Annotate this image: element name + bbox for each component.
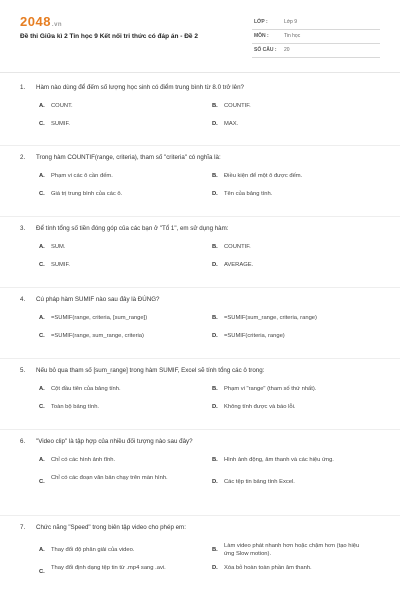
option-text: Chỉ có các hình ảnh tĩnh.	[51, 457, 116, 463]
question-text	[20, 153, 380, 162]
option-letter: B.	[212, 103, 218, 109]
option-letter: B.	[212, 173, 218, 179]
option-letter: D.	[212, 121, 218, 127]
option-letter: B.	[212, 547, 218, 553]
option-text: Tên của bảng tính.	[224, 191, 273, 197]
option-letter: C.	[39, 121, 45, 127]
option-text: =SUMIF(range, criteria, [sum_range])	[51, 315, 148, 321]
meta-value: Lớp 9	[284, 19, 298, 25]
question-list	[0, 83, 400, 575]
question-stem: Cú pháp hàm SUMIF nào sau đây là ĐÚNG?	[36, 296, 160, 303]
option-text: =SUMIF(range, sum_range, criteria)	[51, 333, 144, 339]
question-number: 1.	[20, 84, 26, 91]
question-divider	[0, 145, 400, 146]
option-letter: A.	[39, 547, 45, 553]
option-letter: C.	[39, 569, 45, 575]
option-text: Toàn bộ bảng tính.	[51, 404, 100, 410]
option-text: =SUMIF(sum_range, criteria, range)	[224, 315, 317, 321]
options	[39, 456, 380, 496]
option-letter: B.	[212, 386, 218, 392]
option-row	[39, 314, 380, 332]
option-text: Phạm vi "range" (tham số thứ nhất).	[224, 386, 317, 392]
option-text: Hình ảnh động, âm thanh và các hiệu ứng.	[224, 457, 334, 463]
option-letter: C.	[39, 191, 45, 197]
question-stem: "Video clip" là tập hợp của nhiều đối tượng nào sau đây?	[36, 438, 193, 445]
option-letter: C.	[39, 404, 45, 410]
option-row	[39, 243, 380, 261]
logo-suffix: .vn	[51, 22, 63, 28]
question-number: 3.	[20, 225, 26, 232]
option-letter: D.	[212, 479, 218, 485]
options	[39, 385, 380, 421]
option-letter: A.	[39, 244, 45, 250]
question-stem: Để tính tổng số tiền đóng góp của các bạn ở "Tổ 1", em sử dụng hàm:	[36, 225, 229, 232]
option-letter: A.	[39, 315, 45, 321]
question-number: 2.	[20, 154, 26, 161]
question-stem: Nếu bỏ qua tham số [sum_range] trong hàm SUMIF, Excel sẽ tính tổng các ô trong:	[36, 367, 265, 374]
meta-row-grade	[252, 16, 380, 30]
option-text: Thay đổi độ phân giải của video.	[51, 547, 135, 553]
question-3	[20, 224, 380, 284]
question-divider	[0, 358, 400, 359]
question-1	[20, 83, 380, 143]
options	[39, 243, 380, 279]
question-text	[20, 295, 380, 304]
option-text: Không tính được và báo lỗi.	[224, 404, 296, 410]
option-row	[39, 403, 380, 421]
option-text: MAX.	[224, 121, 239, 127]
option-row	[39, 542, 380, 564]
option-row	[39, 385, 380, 403]
question-stem: Chức năng "Speed" trong biên tập video cho phép em:	[36, 524, 186, 531]
option-letter: A.	[39, 457, 45, 463]
meta-row-subject	[252, 30, 380, 44]
option-text: COUNT.	[51, 103, 73, 109]
meta-table	[252, 16, 380, 58]
option-text: Xóa bỏ hoàn toàn phần âm thanh.	[224, 565, 312, 571]
option-row	[39, 261, 380, 279]
option-letter: D.	[212, 333, 218, 339]
question-divider	[0, 287, 400, 288]
option-letter: D.	[212, 262, 218, 268]
question-text	[20, 523, 380, 532]
meta-value: 20	[284, 47, 290, 53]
question-stem: Trong hàm COUNTIF(range, criteria), tham số "criteria" có nghĩa là:	[36, 154, 221, 161]
question-6	[20, 437, 380, 511]
option-text: Giá trị trung bình của các ô.	[51, 191, 123, 197]
question-number: 6.	[20, 438, 26, 445]
meta-key: SỐ CÂU :	[254, 47, 277, 53]
option-text: Các tệp tin bảng tính Excel.	[224, 479, 295, 485]
options	[39, 102, 380, 138]
option-text: SUMIF.	[51, 121, 71, 127]
question-stem: Hàm nào dùng để đếm số lượng học sinh có điểm trung bình từ 8.0 trở lên?	[36, 84, 244, 91]
option-letter: C.	[39, 333, 45, 339]
question-5	[20, 366, 380, 426]
question-2	[20, 153, 380, 213]
option-letter: B.	[212, 244, 218, 250]
question-divider	[0, 515, 400, 516]
option-letter: D.	[212, 191, 218, 197]
header	[0, 0, 400, 70]
question-divider	[0, 216, 400, 217]
meta-key: MÔN :	[254, 33, 269, 39]
question-number: 5.	[20, 367, 26, 374]
option-letter: D.	[212, 565, 218, 571]
question-text	[20, 437, 380, 446]
option-letter: D.	[212, 404, 218, 410]
question-text	[20, 83, 380, 92]
option-row	[39, 102, 380, 120]
options	[39, 542, 380, 586]
question-divider	[0, 429, 400, 430]
options	[39, 172, 380, 208]
logo-text: 2048	[20, 14, 51, 29]
question-number: 4.	[20, 296, 26, 303]
option-text: SUM.	[51, 244, 66, 250]
option-letter: A.	[39, 173, 45, 179]
option-text: AVERAGE.	[224, 262, 254, 268]
option-letter: A.	[39, 386, 45, 392]
option-text: COUNTIF.	[224, 244, 251, 250]
page-title: Đề thi Giữa kì 2 Tin học 9 Kết nối tri thức có đáp án - Đề 2	[20, 33, 198, 40]
option-row	[39, 456, 380, 474]
question-4	[20, 295, 380, 355]
option-text: Điều kiện để một ô được đếm.	[224, 173, 303, 179]
option-letter: B.	[212, 315, 218, 321]
option-text: SUMIF.	[51, 262, 71, 268]
option-letter: A.	[39, 103, 45, 109]
option-text: COUNTIF.	[224, 103, 251, 109]
option-letter: C.	[39, 479, 45, 485]
option-letter: C.	[39, 262, 45, 268]
option-row	[39, 474, 380, 496]
option-text: Phạm vi các ô cần đếm.	[51, 173, 113, 179]
option-text: Chỉ có các đoạn văn bản chạy trên màn hình.	[51, 475, 168, 481]
option-row	[39, 172, 380, 190]
option-text: Làm video phát nhanh hơn hoặc chậm hơn (tạo hiệu ứng Slow motion).	[224, 543, 360, 557]
meta-row-count	[252, 44, 380, 58]
meta-value: Tin học	[284, 33, 301, 39]
option-text: Cột đầu tiên của bảng tính.	[51, 386, 121, 392]
option-row	[39, 120, 380, 138]
question-text	[20, 366, 380, 375]
header-divider	[0, 72, 400, 73]
option-letter: B.	[212, 457, 218, 463]
option-row	[39, 190, 380, 208]
option-text: =SUMIF(criteria, range)	[224, 333, 285, 339]
question-text	[20, 224, 380, 233]
meta-key: LỚP :	[254, 19, 268, 25]
option-row	[39, 332, 380, 350]
logo[interactable]	[20, 14, 62, 29]
option-text: Thay đổi định dạng tệp tin từ .mp4 sang .avi.	[51, 565, 166, 571]
option-row	[39, 564, 380, 586]
options	[39, 314, 380, 350]
question-number: 7.	[20, 524, 26, 531]
question-7	[20, 523, 380, 600]
